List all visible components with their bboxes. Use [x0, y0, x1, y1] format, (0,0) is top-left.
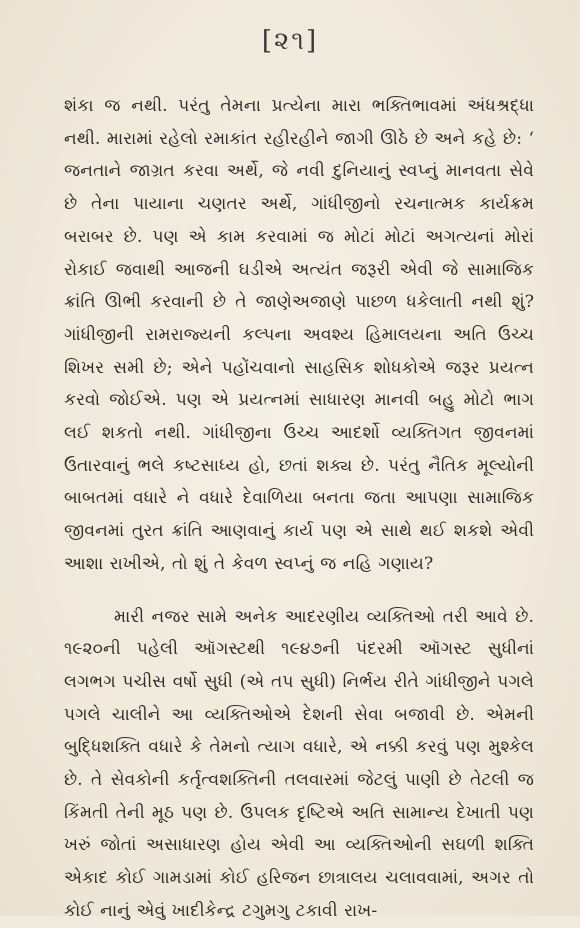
- body-text: [64, 90, 534, 928]
- page-number: [૨૧]: [261, 26, 319, 56]
- paragraph-continued: શંકા જ નથી. પરંતુ તેમના પ્રત્યેના મારા ભક્તિભાવમાં અંધશ્રદ્ધા નથી. મારામાં રહેલો રમાકાંત રહીરહીને જાગી ઊઠે છે અને કહે છે: ‘ જનતાને જાગ્રત કરવા અર્થે, જે નવી દુનિયાનું સ્વપ્નું માનવતા સેવે છે તેના પાયાના ચણતર અર્થે, ગાંધીજીનો રચનાત્મક કાર્યક્રમ બરાબર છે. પણ એ કામ કરવામાં જ મોટાં મોટાં અગત્યનાં મોરાં રોકાઈ જવાથી આજની ઘડીએ અત્યંત જરૂરી એવી જે સામાજિક ક્રાંતિ ઊભી કરવાની છે તે જાણેઅજાણે પાછળ ધકેલાતી નથી શું? ગાંધીજીની રામરાજ્યની કલ્પના અવશ્ય હિમાલયના અતિ ઉચ્ચ શિખર સમી છે; એને પહોંચવાનો સાહસિક શોધકોએ જરૂર પ્રયત્ન કરવો જોઈએ. પણ એ પ્રયત્નમાં સાધારણ માનવી બહુ મોટો ભાગ લઈ શકતો નથી. ગાંધીજીના ઉચ્ચ આદર્શો વ્યક્તિગત જીવનમાં ઉતારવાનું ભલે કષ્ટસાધ્ય હો, છતાં શક્ય છે. પરંતુ નૈતિક મૂલ્યોની બાબતમાં વધારે ને વધારે દેવાળિયા બનતા જતા આપણા સામાજિક જીવનમાં તુરત ક્રાંતિ આણવાનું કાર્ય પણ એ સાથે થઈ શકશે એવી આશા રાખીએ, તો શું તે કેવળ સ્વપ્નું જ નહિ ગણાય?: [64, 96, 534, 574]
- paragraph-new: મારી નજર સામે અનેક આદરણીય વ્યક્તિઓ તરી આવે છે. ૧૯૨૦ની પહેલી ઑગસ્ટથી ૧૯૪૭ની પંદરમી ઑગસ્ટ સુધીનાં લગભગ પચીસ વર્ષો સુધી (એ તપ સુધી) નિર્ભય રીતે ગાંધીજીને પગલે પગલે ચાલીને આ વ્યક્તિઓએ દેશની સેવા બજાવી છે. એમની બુદ્ધિશક્તિ વધારે કે તેમનો ત્યાગ વધારે, એ નક્કી કરવું પણ મુશ્કેલ છે. તે સેવકોની કર્તૃત્વશક્તિની તલવારમાં જેટલું પાણી છે તેટલી જ કિંમતી તેની મૂઠ પણ છે. ઉપલક દૃષ્ટિએ અતિ સામાન્ય દેખાતી પણ ખરું જોતાં અસાધારણ હોય એવી આ વ્યક્તિઓની સઘળી શક્તિ એકાદ કોઈ ગામડામાં કોઈ હરિજન છાત્રાલય ચલાવવામાં, અગર તો કોઈ નાનું એવું ખાદીકેન્દ્ર ટગુમગુ ટકાવી રાખ-: [64, 606, 534, 921]
